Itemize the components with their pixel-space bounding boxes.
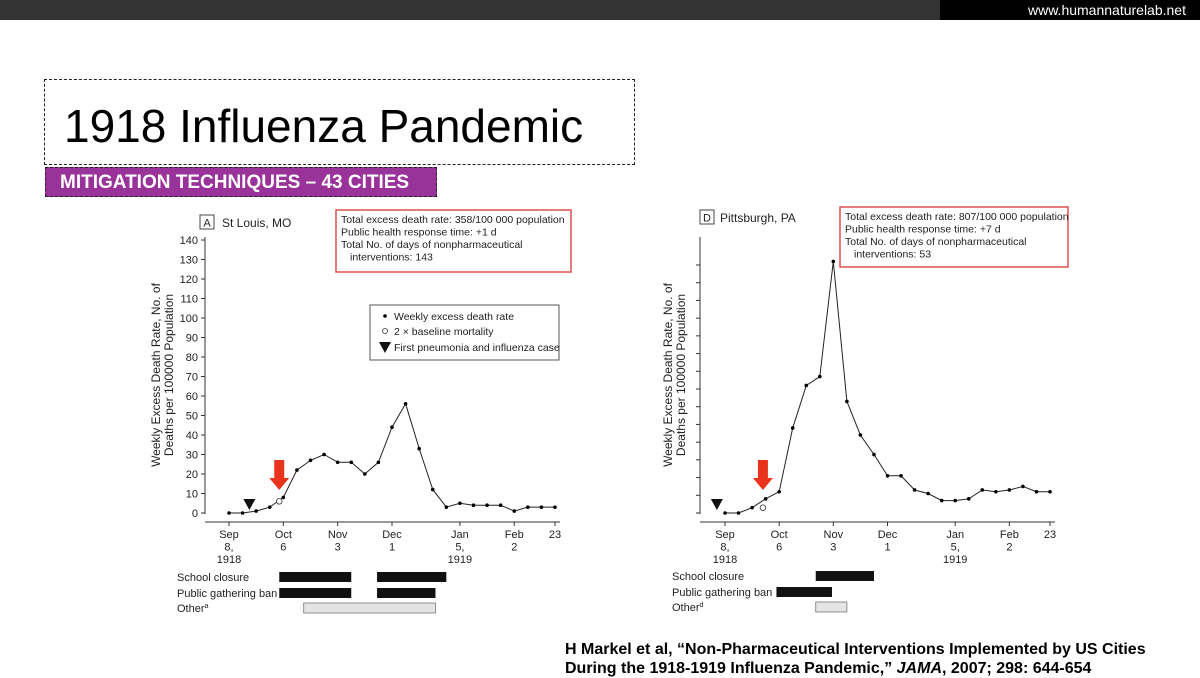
intervention-bar — [816, 602, 847, 612]
y-tick-label: 60 — [185, 391, 198, 403]
info-line: Total No. of days of nonpharmaceutical — [341, 239, 523, 251]
x-tick-label: Nov — [327, 529, 348, 541]
x-tick-label: 1 — [884, 541, 891, 554]
intervention-label: Public gathering ban — [177, 588, 278, 600]
x-tick-label: Feb — [504, 529, 524, 541]
citation-line-2 — [565, 659, 1146, 678]
data-point — [845, 400, 849, 404]
intervention-bar — [776, 587, 832, 597]
y-tick-label: 100 — [179, 313, 198, 325]
data-point — [363, 472, 367, 476]
y-tick-label: 90 — [185, 332, 198, 345]
page-title: 1918 Influenza Pandemic — [64, 100, 584, 152]
x-tick-label: 3 — [334, 541, 341, 554]
x-tick-label: 23 — [548, 529, 562, 541]
info-line: Total No. of days of nonpharmaceutical — [845, 236, 1027, 248]
y-tick-label: 0 — [191, 508, 198, 520]
y-axis-label-line-2: Deaths per 100000 Population — [162, 293, 176, 457]
x-tick-label: 8, — [224, 541, 234, 554]
data-point — [309, 459, 313, 463]
y-tick-label: 70 — [185, 371, 198, 384]
info-line: Total excess death rate: 358/100 000 population — [341, 214, 565, 226]
data-point — [241, 511, 245, 515]
x-tick-label: Oct — [770, 529, 788, 541]
info-line: interventions: 143 — [350, 251, 433, 264]
intervention-bar — [377, 572, 446, 582]
y-axis-label-line-1: Weekly Excess Death Rate, No. of — [661, 283, 675, 467]
y-tick-label: 130 — [179, 254, 198, 267]
data-point — [227, 511, 231, 515]
data-point — [750, 506, 754, 510]
data-point — [953, 499, 957, 503]
data-point — [886, 474, 890, 478]
first-case-marker — [711, 499, 723, 510]
data-point — [994, 490, 998, 494]
data-point — [859, 433, 863, 437]
data-point — [404, 402, 408, 406]
y-tick-label: 20 — [185, 469, 198, 481]
legend-label: First pneumonia and influenza case — [394, 342, 560, 354]
data-point — [553, 505, 557, 509]
x-tick-label: 23 — [1043, 529, 1057, 541]
city-name: Pittsburgh, PA — [720, 211, 796, 225]
intervention-label: School closure — [672, 571, 745, 583]
x-tick-label: Oct — [274, 529, 292, 541]
panel-letter: A — [203, 217, 211, 230]
info-line: interventions: 53 — [854, 248, 932, 261]
x-tick-label: 2 — [511, 541, 518, 554]
x-tick-label: Feb — [999, 529, 1019, 541]
data-point — [791, 426, 795, 430]
data-point — [445, 505, 449, 509]
x-tick-label: 5, — [455, 541, 465, 554]
data-point — [499, 503, 503, 507]
data-point — [431, 488, 435, 492]
x-tick-label: Nov — [823, 529, 844, 541]
citation-line-2-post: , 2007; 298: 644-654 — [942, 660, 1092, 677]
y-tick-label: 50 — [185, 410, 198, 423]
x-tick-label: 5, — [950, 541, 960, 554]
data-point — [1008, 488, 1012, 492]
data-point — [1021, 485, 1025, 489]
data-point — [295, 468, 299, 472]
x-tick-label: 1918 — [216, 554, 242, 566]
first-case-marker — [243, 499, 255, 510]
intervention-label: Other$^d$ — [672, 602, 704, 614]
data-point — [268, 505, 272, 509]
info-line: Public health response time: +1 d — [341, 226, 497, 239]
data-point — [940, 499, 944, 503]
data-point — [872, 453, 876, 457]
intervention-bar — [304, 603, 436, 613]
y-axis-label-line-2: Deaths per 100000 Population — [674, 293, 688, 457]
data-point — [764, 497, 768, 501]
data-point — [1035, 490, 1039, 494]
data-point — [254, 509, 258, 513]
y-tick-label: 110 — [180, 293, 198, 306]
intervention-footnote: a — [204, 603, 209, 610]
y-axis-label-line-1: Weekly Excess Death Rate, No. of — [149, 283, 163, 467]
x-tick-label: 3 — [830, 541, 837, 554]
x-tick-label: 6 — [280, 541, 287, 554]
data-point — [777, 490, 781, 494]
data-point — [472, 503, 476, 507]
x-tick-label: Sep — [219, 529, 239, 541]
data-point — [526, 505, 530, 509]
x-tick-label: Dec — [382, 529, 402, 541]
citation-line-2-pre: During the 1918-1919 Influenza Pandemic,” — [565, 660, 897, 677]
data-point — [899, 474, 903, 478]
legend-open-circle — [383, 329, 388, 334]
data-point — [723, 511, 727, 515]
city-name: St Louis, MO — [222, 216, 292, 230]
legend-label: 2 × baseline mortality — [394, 326, 494, 338]
data-point — [390, 425, 394, 429]
intervention-bar — [279, 572, 351, 582]
series-line — [229, 404, 555, 513]
data-point — [832, 260, 836, 264]
info-line: Total excess death rate: 807/100 000 population — [845, 211, 1069, 223]
intervention-label: Other$^a$ — [177, 603, 209, 615]
intervention-footnote: d — [699, 602, 704, 609]
response-arrow — [269, 460, 289, 490]
x-tick-label: Sep — [715, 529, 735, 541]
y-tick-label: 120 — [179, 274, 198, 286]
intervention-bar — [279, 588, 351, 598]
response-arrow — [753, 460, 773, 490]
x-tick-label: 1919 — [942, 554, 968, 566]
data-point — [913, 488, 917, 492]
x-tick-label: 1 — [388, 541, 396, 554]
data-point — [485, 503, 489, 507]
x-tick-label: Jan — [451, 529, 469, 541]
data-point — [282, 496, 286, 500]
data-point — [336, 461, 340, 465]
intervention-label: School closure — [177, 572, 250, 584]
panel-letter: D — [703, 212, 711, 225]
data-point — [349, 461, 353, 465]
citation-journal: JAMA — [896, 660, 942, 677]
y-tick-label: 140 — [179, 235, 198, 247]
intervention-bar — [816, 571, 874, 581]
x-tick-label: 8, — [720, 541, 730, 554]
subtitle: MITIGATION TECHNIQUES – 43 CITIES — [60, 172, 410, 193]
x-tick-label: 6 — [776, 541, 783, 554]
intervention-bar — [377, 588, 435, 598]
data-point — [737, 511, 741, 515]
chart-panel-a — [149, 210, 571, 615]
x-tick-label: 1918 — [712, 554, 738, 566]
legend-dot — [383, 314, 387, 318]
y-tick-label: 10 — [185, 488, 198, 501]
y-axis-label — [149, 282, 176, 467]
x-tick-label: Jan — [946, 529, 965, 541]
y-tick-label: 40 — [185, 430, 198, 442]
data-point — [818, 375, 822, 379]
citation-line-1: H Markel et al, “Non-Pharmaceutical Interventions Implemented by US Cities — [565, 641, 1146, 658]
data-point — [980, 488, 984, 492]
data-point — [926, 492, 930, 496]
data-point — [512, 509, 516, 513]
intervention-label: Public gathering ban — [672, 587, 773, 599]
data-point — [540, 505, 544, 509]
y-tick-label: 80 — [185, 352, 198, 364]
info-line: Public health response time: +7 d — [845, 223, 1001, 236]
chart-panel-d — [661, 207, 1069, 614]
x-tick-label: 2 — [1006, 541, 1013, 554]
baseline-marker — [276, 499, 282, 505]
data-point — [322, 453, 326, 457]
data-point — [417, 447, 421, 451]
data-point — [377, 461, 381, 465]
y-axis-label — [661, 282, 688, 467]
data-point — [967, 497, 971, 501]
data-point — [458, 501, 462, 505]
site-url: www.humannaturelab.net — [940, 0, 1200, 20]
data-point — [1048, 490, 1052, 494]
baseline-marker — [760, 505, 766, 511]
legend-label: Weekly excess death rate — [394, 311, 515, 323]
x-tick-label: 1919 — [447, 554, 473, 566]
citation — [565, 640, 1146, 678]
x-tick-label: Dec — [877, 529, 898, 541]
y-tick-label: 30 — [185, 449, 198, 462]
data-point — [804, 384, 808, 388]
